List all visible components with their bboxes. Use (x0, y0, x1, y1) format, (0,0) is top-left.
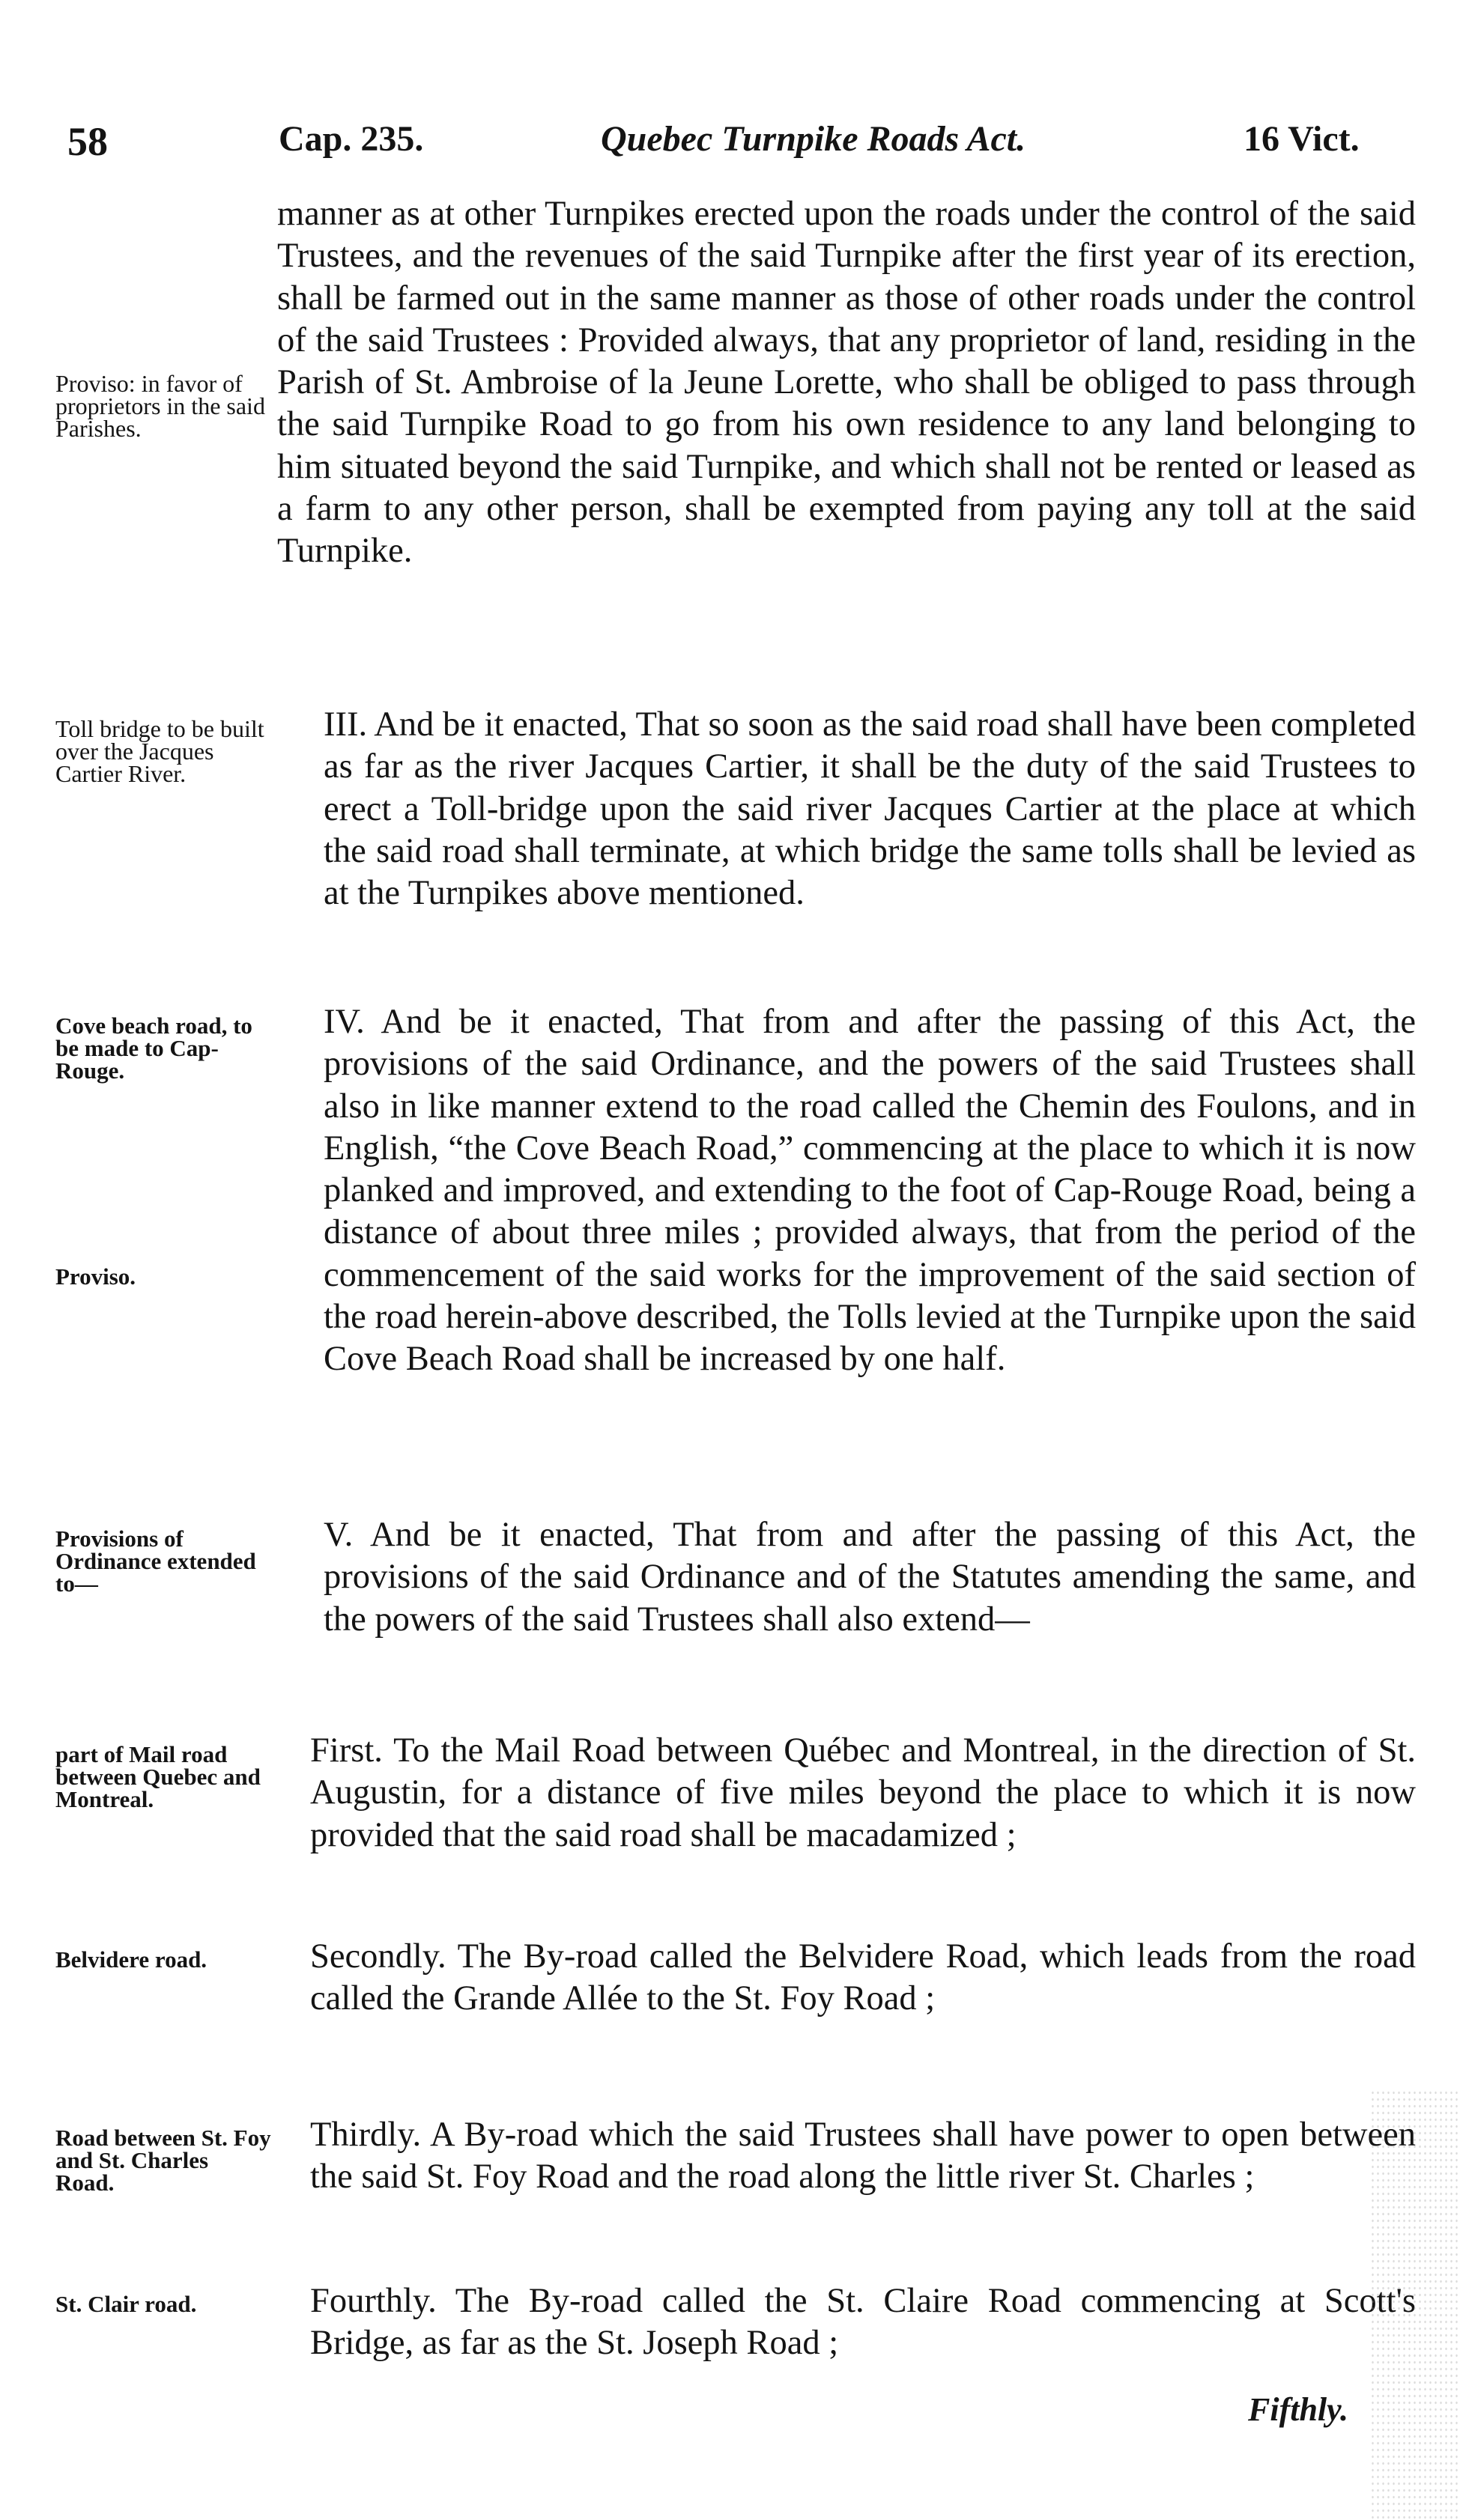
paragraph: V. And be it enacted, That from and after the passing of this Act, the provisions of the said Ordinance and of the Statutes amending the same, and the powers of the said Trustees shall also extend— (324, 1516, 1416, 1639)
act-title: Quebec Turnpike Roads Act. (601, 119, 1026, 159)
item-body-fourthly (264, 2280, 1416, 2365)
section-body-iii (277, 704, 1416, 914)
section-body-v (277, 1514, 1416, 1641)
margin-note-mail-road: part of Mail road between Quebec and Montreal. (55, 1741, 261, 1812)
chapter-number: Cap. 235. (279, 119, 424, 159)
margin-note-belvidere-road: Belvidere road. (55, 1946, 208, 1973)
item-body-secondly (264, 1936, 1416, 2020)
paragraph: manner as at other Turnpikes erected upon the roads under the control of the said Trustees, and the revenues of the said Turnpike after the first year of its erection, shall be farmed out in the same manner as those of other roads under the control of the said Trustees : Provided always, that any proprietor of land, residing in the Parish of St. Ambroise of la Jeune Lorette, who shall be obliged to pass through the said Turnpike Road to go from his own residence to any land belonging to him situated beyond the said Turnpike, and which shall not be rented or leased as a farm to any other person, shall be exempted from paying any toll at the said Turnpike. (277, 195, 1416, 571)
page-number: 58 (67, 119, 108, 164)
margin-note-proviso-proprietors: Proviso: in favor of proprietors in the said Parishes. (55, 370, 265, 442)
catchword: Fifthly. (1248, 2391, 1349, 2428)
paragraph: First. To the Mail Road between Québec and Montreal, in the direction of St. Augustin, for a distance of five miles beyond the place to which it is now provided that the said road shall be macadamized ; (310, 1731, 1416, 1854)
item-body-thirdly (264, 2114, 1416, 2199)
paragraph: Fourthly. The By-road called the St. Claire Road commencing at Scott's Bridge, as far as the St. Joseph Road ; (310, 2282, 1416, 2363)
paragraph: Secondly. The By-road called the Belvidere Road, which leads from the road called the Grande Allée to the St. Foy Road ; (310, 1937, 1416, 2018)
margin-note-proviso: Proviso. (55, 1263, 136, 1290)
section-body-continuation (277, 193, 1416, 573)
margin-note-cove-beach: Cove beach road, to be made to Cap-Rouge. (55, 1012, 252, 1084)
margin-note-st-clair-road: St. Clair road. (55, 2291, 197, 2317)
paragraph: Thirdly. A By-road which the said Trustees shall have power to open between the said St. Foy Road and the road along the little river St. Charles ; (310, 2116, 1416, 2196)
print-speckle (1370, 2089, 1460, 2520)
item-body-first (264, 1730, 1416, 1856)
paragraph: IV. And be it enacted, That from and after the passing of this Act, the provisions of the said Ordinance, and the powers of the said Trustees shall also in like manner extend to the road called the Chemin des Foulons, and in English, “the Cove Beach Road,” commencing at the place to which it is now planked and improved, and extending to the foot of Cap-Rouge Road, being a distance of about three miles ; provided always, that from the period of the commencement of the said works for the improvement of the said section of the road herein-above described, the Tolls levied at the Turnpike upon the said Cove Beach Road shall be increased by one half. (324, 1003, 1416, 1379)
regnal-year: 16 Vict. (1244, 119, 1360, 159)
margin-note-toll-bridge: Toll bridge to be built over the Jacques Cartier River. (55, 715, 264, 787)
margin-note-st-foy-road: Road between St. Foy and St. Charles Road. (55, 2125, 271, 2196)
running-header (60, 118, 1408, 171)
margin-note-provisions-extended: Provisions of Ordinance extended to— (55, 1525, 256, 1597)
section-body-iv (277, 1001, 1416, 1381)
paragraph: III. And be it enacted, That so soon as the said road shall have been completed as far as the river Jacques Cartier, it shall be the duty of the said Trustees to erect a Toll-bridge upon the said river Jacques Cartier at the place at which the said road shall terminate, at which bridge the same tolls shall be levied as at the Turnpikes above mentioned. (324, 705, 1416, 913)
